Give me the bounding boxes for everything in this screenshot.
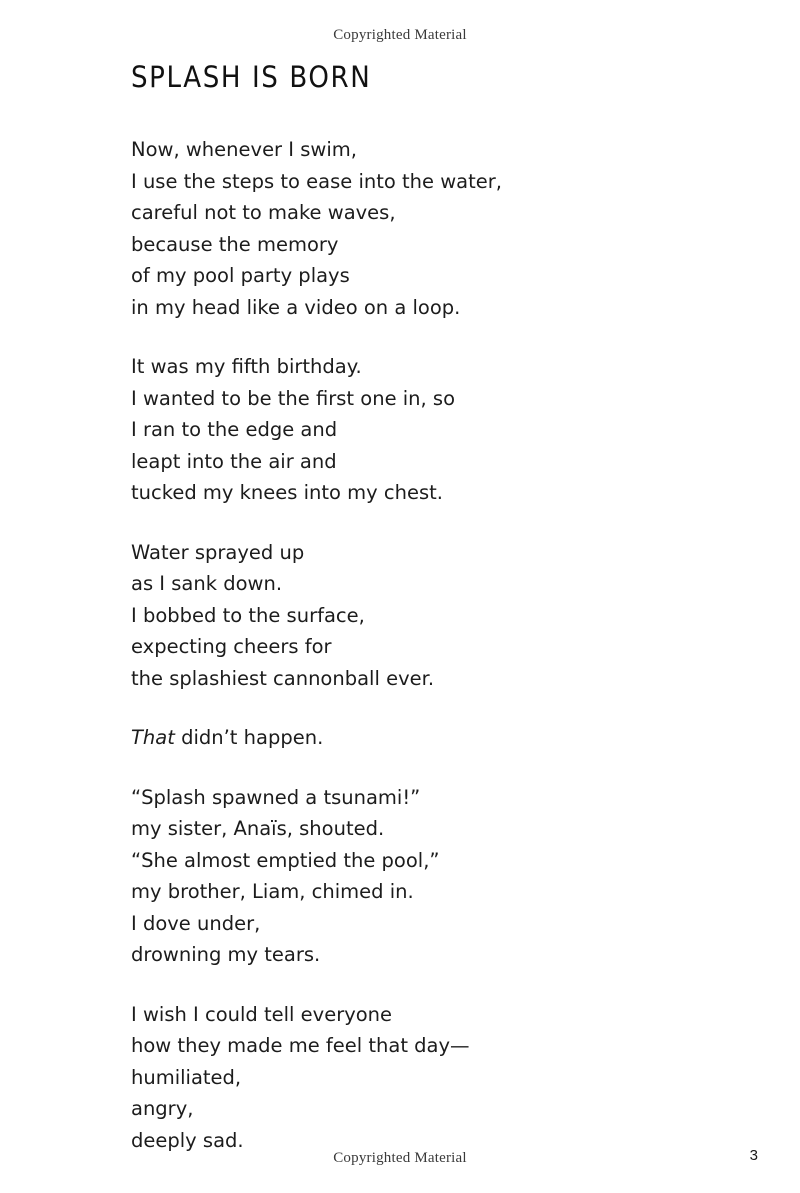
poem-line: deeply sad.	[131, 1128, 244, 1152]
poem-line: leapt into the air and	[131, 449, 337, 473]
poem-line: in my head like a video on a loop.	[131, 295, 461, 319]
poem-line: “She almost emptied the pool,”	[131, 848, 440, 872]
poem-line: of my pool party plays	[131, 264, 350, 287]
stanza	[131, 782, 691, 971]
poem-line: careful not to make waves,	[131, 201, 396, 224]
poem-line: because the memory	[131, 232, 339, 256]
poem-line: drowning my tears.	[131, 943, 321, 966]
poem-line: I use the steps to ease into the water,	[131, 169, 502, 193]
italic-word: That	[131, 726, 175, 749]
page-number: 3	[749, 1147, 758, 1164]
poem-line: “Splash spawned a tsunami!”	[131, 785, 421, 809]
poem-line: I bobbed to the surface,	[131, 603, 365, 627]
copyright-watermark-bottom: Copyrighted Material	[333, 1150, 467, 1166]
poem-line: expecting cheers for	[131, 635, 332, 658]
copyright-watermark-top: Copyrighted Material	[333, 27, 467, 43]
stanza	[131, 999, 691, 1157]
poem-line: tucked my knees into my chest.	[131, 481, 443, 504]
poem-container	[131, 60, 691, 1156]
poem-line: It was my fifth birthday.	[131, 355, 362, 378]
poem-line: I ran to the edge and	[131, 418, 338, 441]
poem-line: Water sprayed up	[131, 540, 305, 564]
poem-line: the splashiest cannonball ever.	[131, 666, 435, 690]
stanza	[131, 351, 691, 509]
poem-line: how they made me feel that day—	[131, 1034, 470, 1057]
poem-line: I wanted to be the first one in, so	[131, 386, 456, 410]
stanza	[131, 722, 691, 754]
poem-title: SPLASH IS BORN	[131, 60, 372, 94]
poem-line: as I sank down.	[131, 572, 283, 595]
poem-line: my sister, Anaïs, shouted.	[131, 817, 385, 840]
poem-line: my brother, Liam, chimed in.	[131, 880, 414, 903]
poem-line-rest: didn’t happen.	[174, 726, 324, 749]
poem-line: I dove under,	[131, 911, 261, 935]
poem-line-emphasis	[131, 722, 691, 754]
poem-line: Now, whenever I swim,	[131, 138, 357, 161]
poem-line: I wish I could tell everyone	[131, 1002, 393, 1026]
stanza	[131, 134, 691, 323]
poem-line: humiliated,	[131, 1065, 242, 1089]
poem-line: angry,	[131, 1097, 194, 1120]
stanza	[131, 537, 691, 695]
